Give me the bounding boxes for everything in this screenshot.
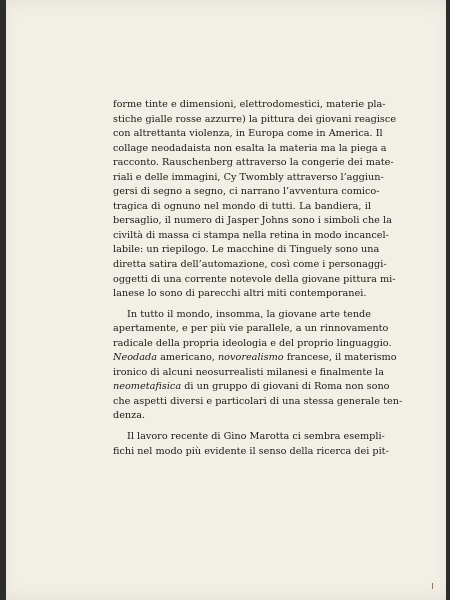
text-line bbox=[113, 200, 371, 215]
text-line bbox=[113, 366, 384, 381]
text-run: riali e delle immagini, Cy Twombly attraverso l’aggiun- bbox=[113, 171, 384, 183]
text-run: con altrettanta violenza, in Europa come in America. Il bbox=[113, 128, 383, 140]
body-text bbox=[113, 98, 403, 459]
text-run: In tutto il mondo, insomma, la giovane arte tende bbox=[127, 308, 371, 320]
text-run: denza. bbox=[113, 410, 146, 422]
text-line bbox=[113, 445, 389, 460]
text-line bbox=[113, 409, 371, 424]
scan-border-right bbox=[446, 0, 450, 600]
text-line bbox=[113, 243, 380, 258]
text-run: di un gruppo di giovani di Roma non sono bbox=[181, 381, 390, 393]
paragraph bbox=[113, 308, 403, 424]
text-run: racconto. Rauschenberg attraverso la congerie dei mate- bbox=[113, 157, 394, 169]
text-run: americano, bbox=[157, 352, 218, 364]
text-line bbox=[113, 351, 397, 366]
text-line bbox=[113, 430, 385, 445]
text-run: stiche gialle rosse azzurre) la pittura dei giovani reagisce bbox=[113, 113, 397, 125]
text-line bbox=[113, 214, 392, 229]
text-line bbox=[113, 337, 392, 352]
text-line bbox=[113, 156, 394, 171]
text-run: lanese lo sono di parecchi altri miti contemporanei. bbox=[113, 288, 367, 300]
text-run: collage neodadaista non esalta la materia ma la piega a bbox=[113, 142, 387, 154]
text-run: forme tinte e dimensioni, elettrodomestici, materie pla- bbox=[113, 99, 386, 110]
text-line bbox=[113, 185, 380, 200]
text-line bbox=[113, 322, 389, 337]
text-line bbox=[113, 258, 387, 273]
text-run: fichi nel modo più evidente il senso della ricerca dei pit- bbox=[113, 445, 389, 457]
text-run: apertamente, e per più vie parallele, a un rinnovamento bbox=[113, 323, 389, 335]
text-line bbox=[113, 127, 383, 142]
text-run: francese, il materismo bbox=[283, 352, 397, 364]
paragraph bbox=[113, 430, 389, 459]
text-run: tragica di ognuno nel mondo di tutti. La bandiera, il bbox=[113, 200, 371, 212]
text-line bbox=[113, 113, 397, 128]
text-line bbox=[113, 308, 371, 323]
text-run: bersaglio, il numero di Jasper Johns sono i simboli che la bbox=[113, 215, 392, 227]
text-line bbox=[113, 98, 386, 113]
text-line bbox=[113, 287, 371, 302]
text-run: diretta satira dell’automazione, così come i personaggi- bbox=[113, 259, 387, 271]
text-line bbox=[113, 142, 387, 157]
text-line bbox=[113, 229, 389, 244]
text-run: oggetti di una corrente notevole della giovane pittura mi- bbox=[113, 273, 396, 285]
text-run: radicale della propria ideologia e del proprio linguaggio. bbox=[113, 337, 392, 349]
italic-term: Neodada bbox=[113, 352, 157, 364]
text-run: labile: un riepilogo. Le macchine di Tinguely sono una bbox=[113, 244, 380, 256]
text-run: che aspetti diversi e particolari di una stessa generale ten- bbox=[113, 395, 403, 407]
text-line bbox=[113, 171, 384, 186]
text-run: ironico di alcuni neosurrealisti milanesi e finalmente la bbox=[113, 366, 384, 378]
italic-term: neometafisica bbox=[113, 381, 182, 393]
italic-term: novorealismo bbox=[217, 352, 284, 364]
margin-mark bbox=[432, 583, 433, 589]
paragraph bbox=[113, 98, 397, 302]
text-run: Il lavoro recente di Gino Marotta ci sembra esempli- bbox=[127, 431, 385, 443]
text-run: gersi di segno a segno, ci narrano l’avventura comico- bbox=[113, 186, 380, 198]
scan-border-left bbox=[0, 0, 6, 600]
text-line bbox=[113, 395, 403, 410]
text-line bbox=[113, 273, 396, 288]
text-run: civiltà di massa ci stampa nella retina in modo incancel- bbox=[113, 229, 389, 241]
text-line bbox=[113, 380, 390, 395]
